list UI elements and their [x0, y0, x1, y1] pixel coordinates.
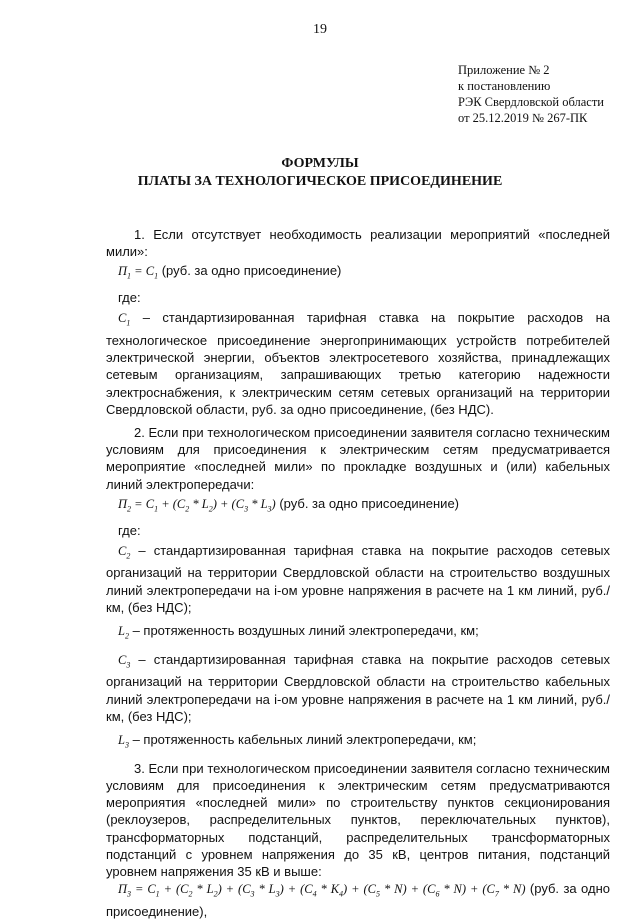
formula-2-expression: $П_2 = С_1 + (С_2 * L_2) + (С_3 * L_3)$ — [118, 496, 276, 514]
formula-3-note: (руб. за одно присоединение), — [106, 881, 610, 919]
appendix-line: Приложение № 2 — [458, 63, 550, 77]
l2-definition-text: – протяженность воздушных линий электропередачи, км; — [128, 623, 479, 639]
formula-1-note: (руб. за одно присоединение) — [161, 263, 342, 279]
formula-1-expression: $П_1 = С_1$ — [118, 264, 159, 281]
c2-symbol: $С_2$ — [118, 543, 131, 561]
section-1-text: 1. Если отсутствует необходимость реализации мероприятий «последней мили»: — [106, 227, 610, 260]
section-2-text: 2. Если при технологическом присоединении заявителя согласно техническим условиям для присоединения к электрическим сетям предусматривается мероприятие «последней мили» по прокладке воздушных и (или) кабельных линий электропередачи: — [106, 425, 610, 492]
c1-symbol: $С_1$ — [118, 311, 131, 328]
page-number: 19 — [313, 22, 327, 37]
l2-definition — [106, 622, 610, 645]
formula-3 — [106, 880, 610, 920]
c3-definition — [106, 651, 610, 725]
l3-symbol: $L_3$ — [118, 733, 129, 750]
appendix-line: к постановлению — [458, 79, 551, 93]
c1-definition-text: – стандартизированная тарифная ставка на покрытие расходов на технологическое присоединение энергопринимающих устройств потребителей электрической энергии, объектов электросетевого хозяйства, принадлежащих сетевым организациям, запрашивающих третью категорию надежности электроснабжения, к электрическим сетям сетевых организаций на территории Свердловской области, руб. за одно присоединение, (без НДС). — [106, 310, 610, 417]
formula-2-note: (руб. за одно присоединение) — [279, 495, 460, 511]
document-title — [0, 155, 640, 191]
formula-3-expression: $П_3 = С_1 + (С_2 * L_2) + (С_3 * L_3) + (С_4 * K_4) + (С_5 * N) + (С_6 * N) + (С_7 * N)$ — [118, 882, 526, 899]
where-label-1: где: — [118, 290, 141, 306]
c2-definition-text: – стандартизированная тарифная ставка на покрытие расходов сетевых организаций на территории Свердловской области на строительство воздушных линий электропередачи на i-ом уровне напряжения в расчете на 1 км линий, руб./км, (без НДС); — [106, 542, 610, 615]
c3-symbol: $С_3$ — [118, 652, 131, 670]
c3-definition-text: – стандартизированная тарифная ставка на покрытие расходов сетевых организаций на территории Свердловской области на строительство кабельных линий электропередачи на i-ом уровне напряжения в расчете на 1 км линий, руб./км, (без НДС); — [106, 651, 610, 724]
title-line: ПЛАТЫ ЗА ТЕХНОЛОГИЧЕСКОЕ ПРИСОЕДИНЕНИЕ — [137, 174, 503, 189]
section-3-text: 3. Если при технологическом присоединении заявителя согласно техническим условиям для присоединения к электрическим сетям предусматриваются мероприятия «последней мили» по строительству пунктов секционирования (реклоузеров, распределительных пунктов, переключательных пунктов), трансформаторных подстанций, распределительных трансформаторных подстанций с уровнем напряжения до 35 кВ, центров питания, подстанций уровнем напряжения 35 кВ и выше: — [106, 760, 610, 879]
c1-definition — [106, 309, 610, 418]
l2-symbol: $L_2$ — [118, 624, 129, 641]
l3-definition — [106, 731, 610, 754]
title-line: ФОРМУЛЫ — [281, 156, 359, 171]
appendix-header — [458, 62, 604, 126]
l3-definition-text: – протяженность кабельных линий электропередачи, км; — [128, 732, 477, 748]
c2-definition — [106, 542, 610, 616]
appendix-line: РЭК Свердловской области — [458, 95, 604, 109]
formula-1 — [106, 262, 610, 285]
where-label-2: где: — [118, 522, 141, 538]
document-body — [106, 226, 610, 920]
formula-2 — [106, 495, 610, 518]
appendix-line: от 25.12.2019 № 267-ПК — [458, 111, 588, 125]
